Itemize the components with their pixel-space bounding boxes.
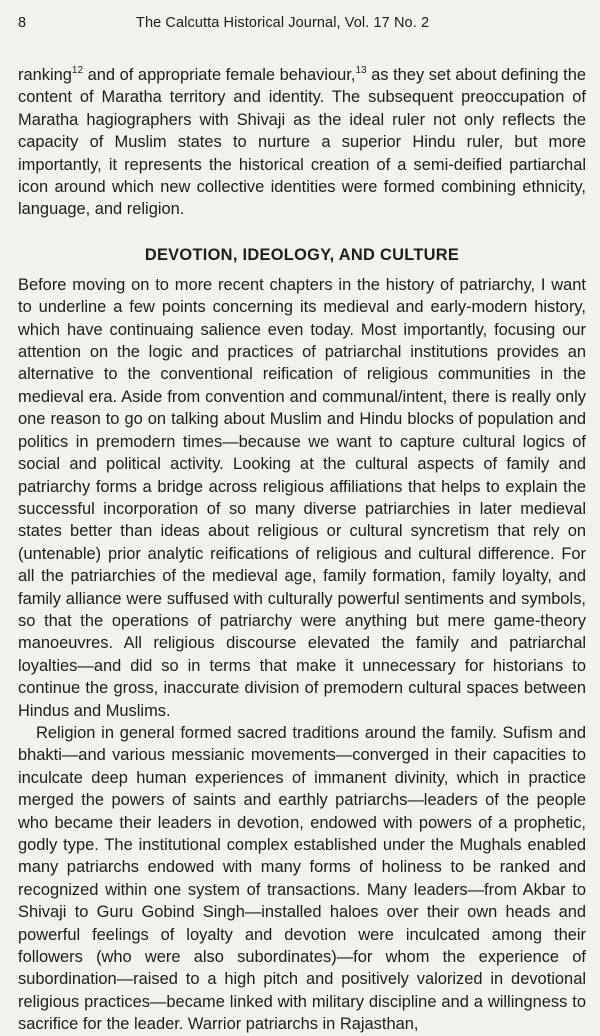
page-number: 8 — [18, 15, 27, 31]
section-paragraph-2: Religion in general formed sacred traditions around the family. Sufism and bhakti—and various messianic movements—converged in their capacities to inculcate deep human experiences of immanent divinity, which in practice merged the powers of saints and earthly patriarchs—leaders of the people who became their leaders in devotion, endowed with powers of a prophetic, godly type. The institutional complex established under the Mughals enabled many patriarchs endowed with many forms of holiness to be ranked and recognized within one system of transactions. Many leaders—from Akbar to Shivaji to Guru Gobind Singh—installed haloes over their own heads and powerful feelings of loyalty and devotion were inculcated among their followers (who were also subordinates)—for whom the experience of subordination—raised to a high pitch and positively valorized in devotional religious practices—became linked with military discipline and a willingness to sacrifice for the leader. Warrior patriarchs in Rajasthan, — [18, 723, 586, 1034]
section-heading: DEVOTION, IDEOLOGY, AND CULTURE — [144, 245, 460, 264]
opening-text-part-1: ranking — [18, 66, 72, 84]
section-paragraph-1: Before moving on to more recent chapters in the history of patriarchy, I want to underline a few points concerning its medieval and early-modern history, which have continuaing salience even today. Most importantly, focusing our attention on the logic and practices of patriarchal institutions provides an alternative to the conventional reification of religious communities in the medieval era. Aside from convention and communal/intent, there is really only one reason to go on talking about Muslim and Hindu blocks of population and politics in premodern times—because we want to capture cultural logics of social and political activity. Looking at the cultural aspects of family and patriarchy forms a bridge across religious affiliations that helps to explain the successful incorporation of so many diverse patriarchies in later medieval states better than ideas about religious or cultural syncretism that rely on (untenable) prior analytic reifications of religious and cultural difference. For all the patriarchies of the medieval age, family formation, family loyalty, and family alliance were suffused with culturally powerful sentiments and symbols, so that the operations of patriarchy were anything but mere game-theory manoeuvres. All religious discourse elevated the family and patriarchal loyalties—and did so in terms that make it unnecessary for historians to continue the gross, inaccurate division of premodern cultural spaces between Hindus and Muslims. — [18, 275, 586, 720]
running-head — [18, 10, 586, 36]
opening-text-part-2: and of appropriate female behaviour, — [83, 66, 356, 84]
opening-paragraph — [18, 64, 586, 221]
opening-text-part-3: as they set about defining the content of Maratha territory and identity. The subsequent preoccupation of Maratha hagiographers with Shivaji as the ideal ruler not only reflects the capacity of Muslim states to nurture a superior Hindu ruler, but more importantly, it represents the historical creation of a semi-deified partiarchal icon around which new collective identities were formed combining ethnicity, language, and religion. — [18, 66, 586, 219]
footnote-ref-12: 12 — [71, 64, 84, 76]
footnote-ref-13: 13 — [355, 64, 367, 76]
journal-page — [18, 10, 586, 1034]
journal-title: The Calcutta Historical Journal, Vol. 17 No. 2 — [136, 15, 430, 31]
